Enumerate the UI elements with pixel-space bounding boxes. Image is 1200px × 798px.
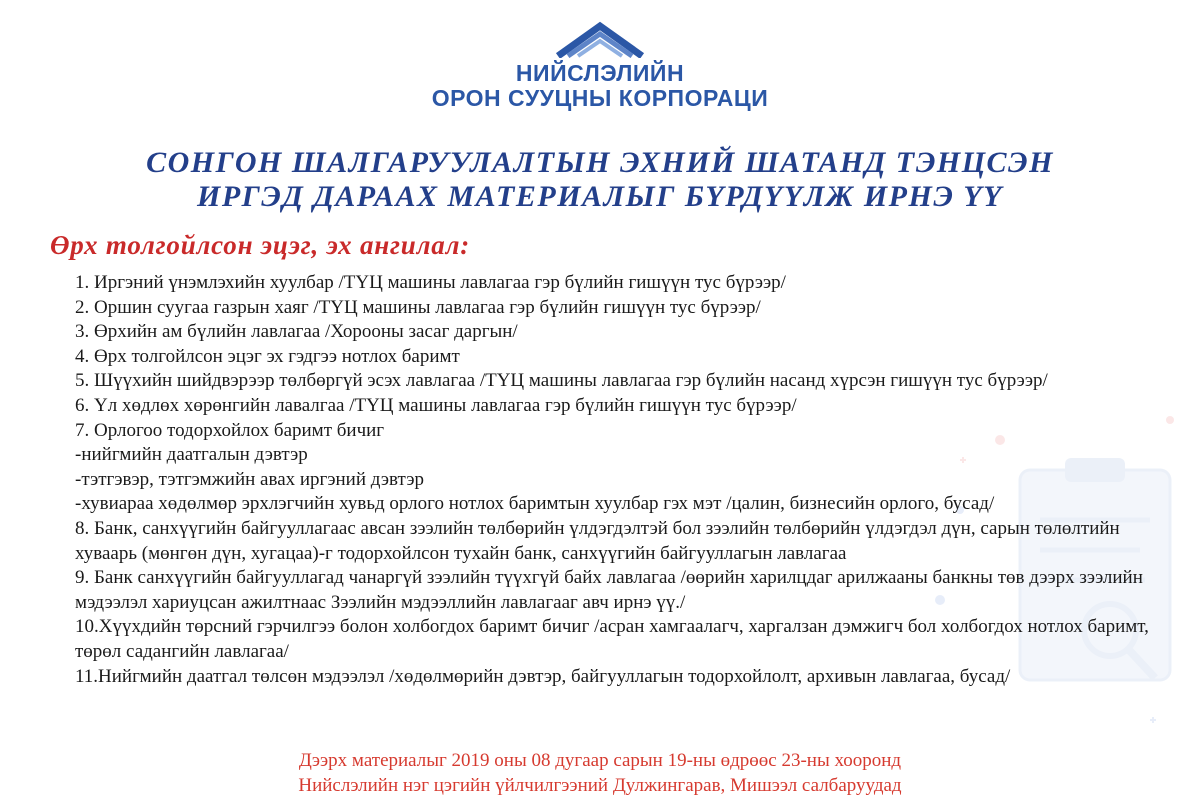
list-item: 7. Орлогоо тодорхойлох баримт бичиг [75, 419, 385, 441]
list-item: 3. Өрхийн ам бүлийн лавлагаа /Хорооны засаг даргын/ [75, 321, 518, 343]
title-line1: СОНГОН ШАЛГАРУУЛАЛТЫН ЭХНИЙ ШАТАНД ТЭНЦСЭН [146, 146, 1054, 179]
submission-notice [0, 748, 1200, 798]
list-item: 1. Иргэний үнэмлэхийн хуулбар /ТҮЦ машины лавлагаа гэр бүлийн гишүүн тус бүрээр/ [75, 272, 786, 293]
logo-text-line2: ОРОН СУУЦНЫ КОРПОРАЦИ [431, 85, 769, 111]
list-item: 6. Үл хөдлөх хөрөнгийн лавалгаа /ТҮЦ машины лавлагаа гэр бүлийн гишүүн тус бүрээр/ [75, 394, 797, 416]
list-item: 2. Оршин суугаа газрын хаяг /ТҮЦ машины лавлагаа гэр бүлийн гишүүн тус бүрээр/ [75, 296, 761, 318]
list-item: 8. Банк, санхүүгийн байгууллагаас авсан зээлийн төлбөрийн үлдэгдэлтэй бол зээлийн төлбөрийн үлдэгдэл дүн, сарын төлөлтийн хуваарь (мөнгөн дүн, хугацаа)-г тодорхойлсон тухайн банк, санхүүгийн байгууллагын лавлагаа [75, 517, 1120, 564]
list-item: 5. Шүүхийн шийдвэрээр төлбөргүй эсэх лавлагаа /ТҮЦ машины лавлагаа гэр бүлийн насанд хүрсэн гишүүн тус бүрээр/ [75, 370, 1048, 392]
title-line2: ИРГЭД ДАРААХ МАТЕРИАЛЫГ БҮРДҮҮЛЖ ИРНЭ ҮҮ [196, 180, 1003, 213]
roof-icon [552, 20, 648, 58]
notice-line2: Нийслэлийн нэг цэгийн үйлчилгээний Дулжингарав, Мишээл салбаруудад [298, 775, 902, 796]
page-title [0, 146, 1200, 214]
logo-text-line1: НИЙСЛЭЛИЙН [515, 60, 685, 86]
list-item: 4. Өрх толгойлсон эцэг эх гэдгээ нотлох баримт [75, 345, 460, 367]
list-item: 9. Банк санхүүгийн байгууллагад чанаргүй зээлийн түүхгүй байх лавлагаа /өөрийн харилцдаг арилжааны банкны төв дээрх зээлийн мэдээлэл хариуцсан ажилтнаас Зээлийн мэдээллийн лавлагааг авч ирнэ үү./ [75, 567, 1143, 613]
notice-line1: Дээрх материалыг 2019 оны 08 дугаар сарын 19-ны өдрөөс 23-ны хооронд [298, 750, 902, 771]
list-item: -тэтгэвэр, тэтгэмжийн авах иргэний дэвтэр [75, 468, 424, 490]
list-item: 10.Хүүхдийн төрсний гэрчилгээ болон холбогдох баримт бичиг /асран хамгаалагч, харгалзан дэмжигч бол холбогдох нотлох баримт, төрөл садангийн лавлагаа/ [75, 616, 1149, 662]
list-item: 11.Нийгмийн даатгал төлсөн мэдээлэл /хөдөлмөрийн дэвтэр, байгууллагын тодорхойлолт, архивын лавлагаа, бусад/ [75, 665, 1011, 687]
list-item: -хувиараа хөдөлмөр эрхлэгчийн хувьд орлого нотлох баримтын хуулбар гэх мэт /цалин, бизнесийн орлого, бусад/ [75, 493, 995, 515]
category-heading: Өрх толгойлсон эцэг, эх ангилал: [50, 230, 471, 260]
list-item: -нийгмийн даатгалын дэвтэр [75, 444, 308, 466]
requirements-list [75, 271, 1155, 689]
logo [0, 20, 1200, 110]
